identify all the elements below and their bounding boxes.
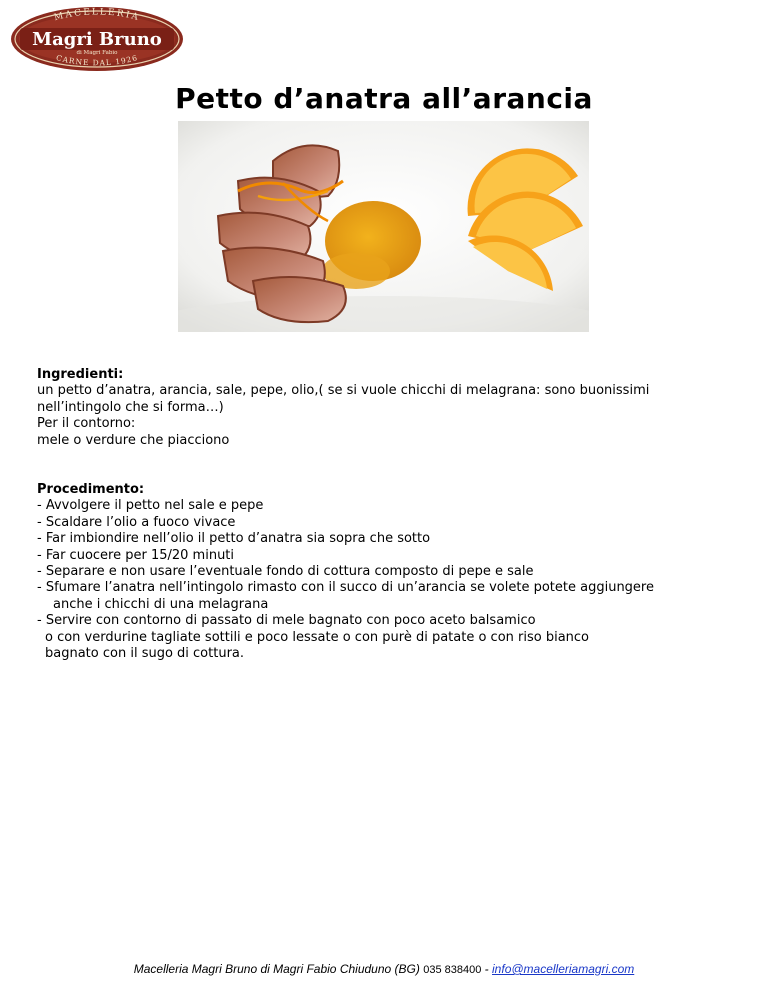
procedure-step-continuation: o con verdurine tagliate sottili e poco lessate o con purè di patate o con riso bianco [45,629,590,645]
footer-separator: - [484,962,489,976]
logo-bottom-text: CARNE DAL 1926 [55,53,139,68]
procedure-step-continuation: anche i chicchi di una melagrana [53,596,269,612]
footer-email-link[interactable]: info@macelleriamagri.com [492,962,635,976]
logo-name: Magri Bruno [32,29,162,50]
logo-sub: di Magri Fabio [76,50,118,56]
ingredients-line: nell’intingolo che si forma…) [37,399,224,415]
logo [10,6,184,72]
ingredients-line: Per il contorno: [37,416,136,432]
logo-top-text: MACELLERIA [53,7,141,24]
footer [0,962,768,976]
page-title: Petto d’anatra all’arancia [175,82,593,115]
logo-badge [10,6,184,72]
procedure-step: - Far cuocere per 15/20 minuti [37,547,235,563]
dish-photo [178,121,589,332]
procedure-step: - Far imbiondire nell’olio il petto d’anatra sia sopra che sotto [37,531,431,547]
procedure-heading: Procedimento: [37,482,145,498]
procedure-step: - Avvolgere il petto nel sale e pepe [37,498,264,514]
footer-phone: 035 838400 [423,964,482,976]
procedure-step: - Sfumare l’anatra nell’intingolo rimasto con il succo di un’arancia se volete potete aggiungere [37,580,654,596]
recipe-body [37,367,737,663]
procedure-step: - Scaldare l’olio a fuoco vivace [37,514,236,530]
duck-orange-plate-image [178,121,589,332]
ingredients-heading: Ingredienti: [37,367,124,382]
ingredients-line: un petto d’anatra, arancia, sale, pepe, olio,( se si vuole chicchi di melagrana: sono buonissimi [37,383,650,399]
ingredients-line: mele o verdure che piacciono [37,432,230,448]
procedure-step-continuation: bagnato con il sugo di cottura. [45,646,245,662]
procedure-step: - Separare e non usare l’eventuale fondo di cottura composto di pepe e sale [37,564,534,580]
procedure-step: - Servire con contorno di passato di mele bagnato con poco aceto balsamico [37,613,536,629]
footer-address: Macelleria Magri Bruno di Magri Fabio Chiuduno (BG) [133,962,420,976]
